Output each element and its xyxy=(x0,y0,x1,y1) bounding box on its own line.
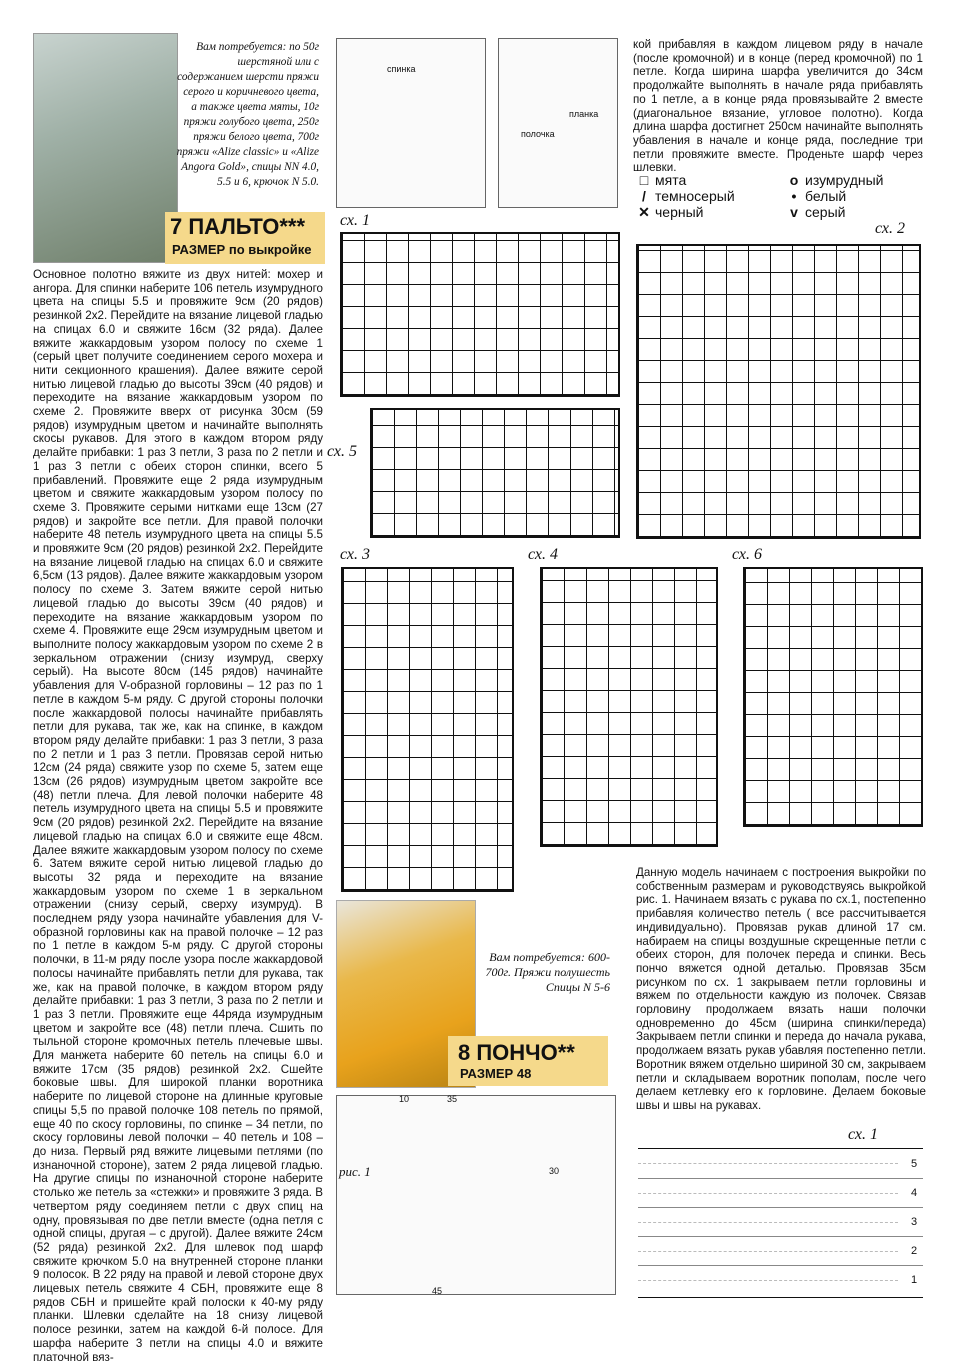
chart-row: 4 xyxy=(638,1178,923,1207)
pattern-dim: 45 xyxy=(432,1286,443,1296)
chart-label-2: сх. 2 xyxy=(875,220,905,237)
poncho-chart xyxy=(638,1148,923,1298)
pattern-dim: 10 xyxy=(399,1094,410,1104)
legend-item: v серый xyxy=(790,204,846,220)
scarf-instructions: кой прибавляя в каждом лицевом ряду в начале (после кромочной) и в конце (перед кромочной) по 1 петле. Когда ширина шарфа увеличится до 34см продолжайте выполнять в начале ряда прибавлять по 1 петле, а в конце ряда провязывайте 2 вместе (диагональное вязание, угловое полотно). Когда длина шарфа достигнет 250см начинайте выполнять убавления в начале и конце ряда, последние три петли провяжите вместе. Проденьте шарф через шлевки. xyxy=(633,38,923,175)
coat-photo xyxy=(33,33,178,263)
coat-title: 7 ПАЛЬТО*** xyxy=(170,214,306,239)
legend-item: / темносерый xyxy=(642,188,735,204)
back-schematic xyxy=(336,38,486,208)
poncho-instructions: Данную модель начинаем с построения выкройки по собственным размерам и руководствуясь выкройкой рис. 1. Начинаем вязать с рукава по сх.1, постепенно прибавляя количество петель ( все рассчитывается индивидуально). Провязав рукав длиной 17 см. набираем на спицы воздушные скрещенные петли с обеих сторон, для полочек переда и спинки. Весь пончо вяжется одной деталью. Провязав 35см рисунком по сх. 1 закрываем петли горловины и вяжем по отдельности каждую из полочек. Связав горловину продолжаем вязать наши полочки одновременно до 45см (ширина спинки/переда) Закрываем петли спинки и переда до начала рукава, продолжаем вязать рукав убавляя постепенно петли. Воротник вяжем отдельно шириной 30 см, закрываем петли и складываем воротник пополам, после чего делаем кетлевку его к горловине. Делаем боковые швы и швы на рукавах. xyxy=(636,866,926,1112)
poncho-materials: Вам потребуется: 600-700г. Пряжи полушесть Спицы N 5-6 xyxy=(485,950,610,994)
legend-item: □ мята xyxy=(639,172,687,188)
placket-label: планка xyxy=(569,109,599,119)
chart-row: 3 xyxy=(638,1207,923,1236)
coat-instructions: Основное полотно вяжите из двух нитей: мохер и ангора. Для спинки наберите 106 петель изумрудного цвета на спицы 5.5 и провяжите 9см (20 рядов) резинкой 2x2. Перейдите на вязание лицевой гладью на спицах 6.0 и свяжите 16см (32 ряда). Далее вяжите жаккардовым узором полосу по схеме 1 (серый цвет получите соединением серого мохера и нити секционного крашения). Далее вяжите серой нитью лицевой гладью до высоты 39см (40 рядов) и переходите на вязание жаккардовым узором по схеме 2. Провяжите вверх от рисунка 30см (59 рядов) изумрудным цветом и начинайте выполнять скосы рукавов. Для этого в каждом втором ряду делайте прибавки: 1 раз 3 петли, 3 раза по 2 петли и 1 раз 3 петли с обеих сторон спинки, всего 5 прибавлений. Провяжите еще 2 ряда изумрудным цветом и свяжите жаккардовым узором полосу по схеме 3. Провяжите серыми нитками еще 13см (27 рядов) и закройте все петли. Для правой полочки наберите 48 петель изумрудного цвета на спицы 5.5 и провяжите 9см (20 рядов) резинкой 2x2. Перейдите на вязание лицевой гладью на спицах 6.0 и свяжите 6,5см (13 рядов). Далее вяжите жаккардовым узором полосу по схеме 3. Затем вяжите серой нитью лицевой гладью до высоты 39см (40 рядов) и переходите на вязание жаккардовым узором по схеме 4. Провяжите еще 29см изумрудным цветом и выполните полосу жаккардовым узором по схеме 2 в зеркальном отражении (снизу изумруд, сверху серый). На высоте 80см (145 рядов) начинайте убавления для V-образной горловины – 12 раз по 1 петле в каждом 5-м ряду. С другой стороны полочки после жаккардовой полосы начинайте прибавлять петли для рукава, так же, как на спинке, в каждом втором ряду делайте прибавки: 1 раз 3 петли, 3 раза по 2 петли и 1 раз 3 петли. Провязав серой нитью 12см (24 ряда) свяжите узор по схеме 5, затем еще 13см (26 рядов) изумрудным цветом закройте все (48) петли плеча. Для левой полочки наберите 48 петель изумрудного цвета на спицы 5.5 и провяжите 9см (20 рядов) резинкой 2x2. Перейдите на вязание лицевой гладью на спицах 6.0 и свяжите еще 48см. Далее вяжите жаккардовым узором полосу по схеме 6. Затем вяжите серой нитью лицевой гладью до высоты 32 ряда и переходите на вязание жаккардовым узором по схеме 1 в зеркальном отражении (снизу серый, сверху изумруд). В последнем ряду узора начинайте убавления для V-образной горловины как на правой полочке – 12 раз по 1 петле в каждом 5-м ряду. С другой стороны полочки, в 11-м ряду после узора после жаккардовой полосы начинайте прибавлять петли для рукава, так же, как на правой полочке, в каждом втором ряду делайте прибавки: 1 раз 3 петли, 3 раза по 2 петли и 1 раз 3 петли. Провяжите еще 44ряда изумрудным цветом и закройте все (48) петли плеча. Сшить по тыльной стороне кромочных петель плечевые швы. Для манжета наберите 60 петель на спицы 6.0 и вяжите 17см (35 рядов) резинкой 2x2. Сшейте боковые швы. Для широкой планки воротника наберите по лицевой стороне на длинные круговые спицы 5,5 по правой полочке 108 петель по прямой, еще 40 по скосу горловины, по спинке – 34 петли, по скосу горловины левой полочки – 40 петель и 108 – до низа. Первый ряд вяжите лицевыми петлями (по изнаночной стороне), затем 2 ряда лицевой гладью. На другие спицы по изнаночной стороне наберите столько же петель за «стежки» и провяжите 3 ряда. В четвертом ряду соединяем петли с двух спиц на одну, провязывая по две петли вместе (одна петля с одной спицы, другая – с другой). Далее вяжите 24см (52 ряда) резинкой 2x2. Для шлевок под шарф свяжите крючком 5.0 на внутренней стороне планки 9 полосок. В 22 ряду на правой и левой стороне двух лицевых петель свяжите 4 СБН, провяжите еще 8 рядов СБН и пришейте край полоски к 40-му ряду планки. Шлевки сделайте на 18 снизу лицевой полосе резинки, затем на каждой 6-й полосе. Для шарфа наберите 3 петли на спицы 4.0 и вяжите платочной вяз- xyxy=(33,268,323,1364)
chart-5 xyxy=(370,408,620,538)
back-label: спинка xyxy=(387,64,416,74)
chart-row: 1 xyxy=(638,1265,923,1294)
chart-6 xyxy=(743,567,923,827)
pattern-dim: 30 xyxy=(549,1166,560,1176)
front-schematic xyxy=(498,38,618,208)
chart-label-6: сх. 6 xyxy=(732,546,762,563)
pattern-dim: 35 xyxy=(447,1094,458,1104)
legend-item: o изумрудный xyxy=(789,172,884,188)
legend xyxy=(633,172,923,220)
poncho-pattern xyxy=(336,1095,616,1295)
legend-item: ✕ черный xyxy=(638,203,704,220)
poncho-size: РАЗМЕР 48 xyxy=(460,1066,532,1081)
coat-materials: Вам потребуется: по 50г шерстяной или с содержанием шерсти пряжи серого и коричневого цвета, а также цвета мяты, 10г пряжи голубого цвета, 250г пряжи белого цвета, 700г пряжи «Alize classic» и «Alize Angora Gold», спицы NN 4.0, 5.5 и 6, крючок N 5.0. xyxy=(176,41,319,188)
chart-row: 5 xyxy=(638,1149,923,1178)
chart-label-3: сх. 3 xyxy=(340,546,370,563)
chart-label-4: сх. 4 xyxy=(528,546,558,563)
chart-label-5: сх. 5 xyxy=(327,443,357,460)
poncho-fig-label: рис. 1 xyxy=(339,1164,371,1179)
chart-3 xyxy=(341,567,514,892)
chart-4 xyxy=(540,567,718,847)
chart-2 xyxy=(636,244,921,539)
legend-item: • белый xyxy=(791,188,847,204)
chart-1 xyxy=(340,232,620,397)
front-label: полочка xyxy=(521,129,555,139)
chart-label-1: сх. 1 xyxy=(340,212,370,229)
poncho-chart-label: сх. 1 xyxy=(848,1126,878,1143)
chart-row: 2 xyxy=(638,1236,923,1265)
poncho-title: 8 ПОНЧО** xyxy=(458,1040,575,1065)
coat-size: РАЗМЕР по выкройке xyxy=(172,242,312,257)
